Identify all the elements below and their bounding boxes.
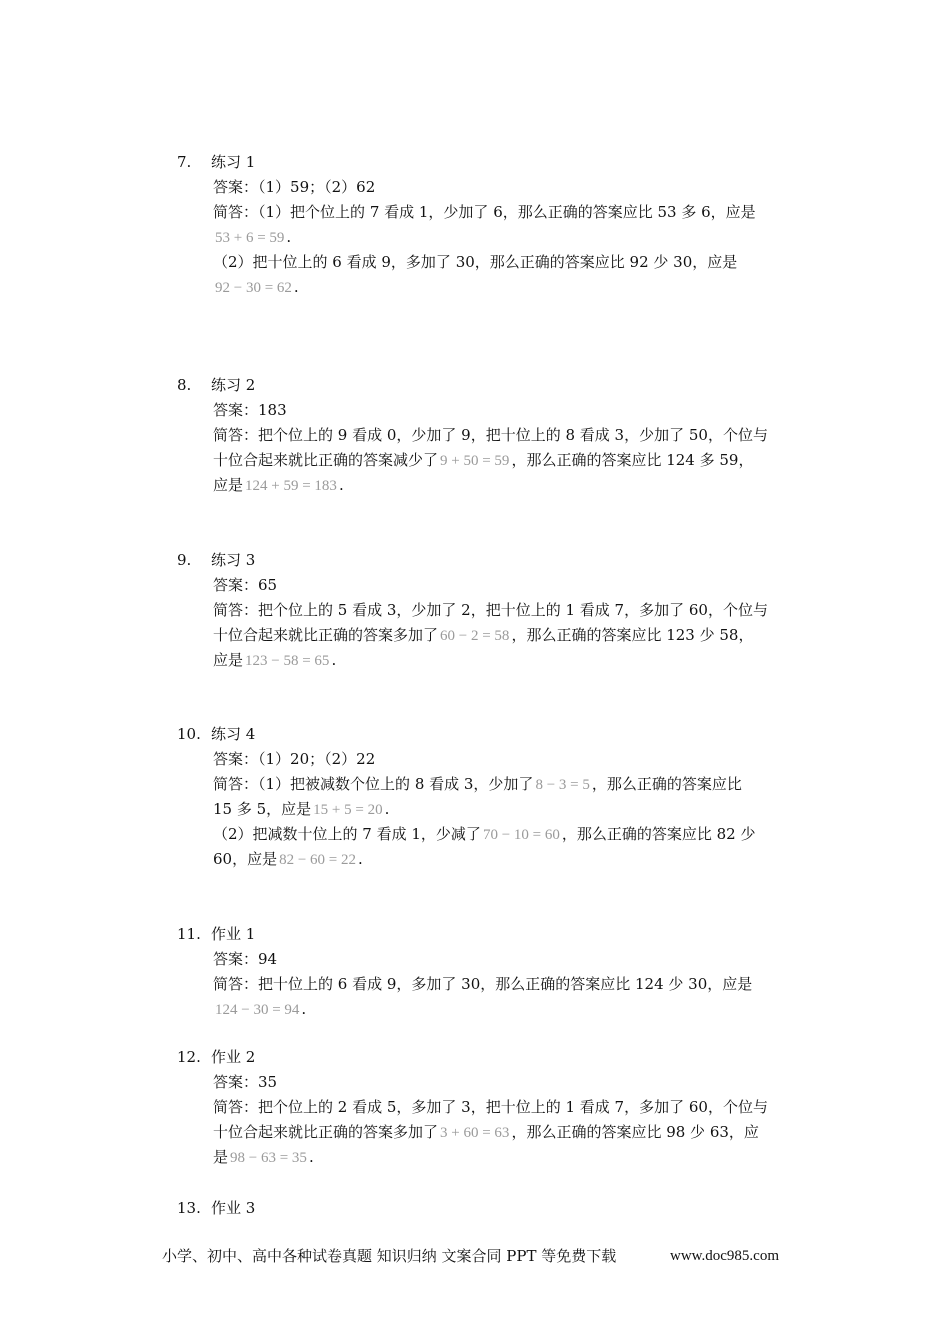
explanation-line: 简答：（1）把被减数个位上的 8 看成 3，少加了 8 − 3 = 5 ，那么正确的答案应比 [213, 775, 742, 793]
formula-line: 124 − 30 = 94 . [215, 1000, 307, 1018]
answer-line: 答案：94 [213, 950, 278, 968]
formula-line: 53 + 6 = 59 . [215, 228, 292, 246]
formula: 123 − 58 = 65 [245, 653, 330, 669]
item-title: 练习 1 [211, 153, 256, 171]
explanation-line: 十位合起来就比正确的答案多加了 3 + 60 = 63 ，那么正确的答案应比 98 少 63，应 [213, 1123, 759, 1141]
item-number: 12. [177, 1048, 201, 1066]
formula: 53 + 6 = 59 [215, 230, 285, 246]
explanation-line: 简答：把十位上的 6 看成 9，多加了 30，那么正确的答案应比 124 少 30，应是 [213, 975, 753, 993]
formula: 15 + 5 = 20 [313, 802, 383, 818]
explanation-line: 简答：把个位上的 9 看成 0，少加了 9，把十位上的 8 看成 3，少加了 50，个位与 [213, 426, 768, 444]
item-number: 10. [177, 725, 201, 743]
formula: 124 + 59 = 183 [245, 478, 337, 494]
explanation-line: 简答：把个位上的 2 看成 5，多加了 3，把十位上的 1 看成 7，多加了 60，个位与 [213, 1098, 768, 1116]
answer-line: 答案：（1）20；（2）22 [213, 750, 376, 768]
explanation-line: （2）把十位上的 6 看成 9，多加了 30，那么正确的答案应比 92 少 30，应是 [213, 253, 738, 271]
item-title: 作业 3 [211, 1199, 256, 1217]
explanation-line: 简答：把个位上的 5 看成 3，少加了 2，把十位上的 1 看成 7，多加了 60，个位与 [213, 601, 768, 619]
item-number: 11. [177, 925, 201, 943]
explanation-line: 是 98 − 63 = 35 . [213, 1148, 314, 1166]
item-title: 作业 2 [211, 1048, 256, 1066]
item-number: 8. [177, 376, 192, 394]
formula: 9 + 50 = 59 [440, 453, 510, 469]
explanation-line: 应是 123 − 58 = 65 . [213, 651, 337, 669]
footer-text: 小学、初中、高中各种试卷真题 知识归纳 文案合同 PPT 等免费下载 [162, 1247, 617, 1265]
formula: 8 − 3 = 5 [535, 777, 590, 793]
item-title: 作业 1 [211, 925, 256, 943]
formula: 98 − 63 = 35 [230, 1150, 307, 1166]
item-number: 9. [177, 551, 192, 569]
item-number: 7. [177, 153, 192, 171]
formula: 124 − 30 = 94 [215, 1002, 300, 1018]
explanation-line: （2）把减数十位上的 7 看成 1，少减了 70 − 10 = 60 ，那么正确的答案应比 82 少 [213, 825, 756, 843]
footer-url[interactable]: www.doc985.com [670, 1248, 780, 1264]
explanation-line: 简答：（1）把个位上的 7 看成 1，少加了 6，那么正确的答案应比 53 多 6，应是 [213, 203, 756, 221]
item-title: 练习 3 [211, 551, 256, 569]
item-title: 练习 2 [211, 376, 256, 394]
explanation-line: 60，应是 82 − 60 = 22 . [213, 850, 363, 868]
item-title: 练习 4 [211, 725, 256, 743]
answer-line: 答案：65 [213, 576, 278, 594]
explanation-line: 应是 124 + 59 = 183 . [213, 476, 344, 494]
formula: 60 − 2 = 58 [440, 628, 510, 644]
answer-line: 答案：35 [213, 1073, 278, 1091]
answer-line: 答案：（1）59；（2）62 [213, 178, 376, 196]
page-footer [162, 1244, 802, 1268]
formula-line: 92 − 30 = 62 . [215, 278, 299, 296]
explanation-line: 15 多 5，应是 15 + 5 = 20 . [213, 800, 390, 818]
formula: 70 − 10 = 60 [482, 827, 560, 843]
formula: 92 − 30 = 62 [215, 280, 292, 296]
answer-line: 答案：183 [213, 401, 287, 419]
formula: 82 − 60 = 22 [279, 852, 357, 868]
explanation-line: 十位合起来就比正确的答案减少了 9 + 50 = 59 ，那么正确的答案应比 124 多 59， [213, 451, 754, 469]
item-number: 13. [177, 1199, 201, 1217]
explanation-line: 十位合起来就比正确的答案多加了 60 − 2 = 58 ，那么正确的答案应比 123 少 58， [213, 626, 754, 644]
formula: 3 + 60 = 63 [440, 1125, 510, 1141]
